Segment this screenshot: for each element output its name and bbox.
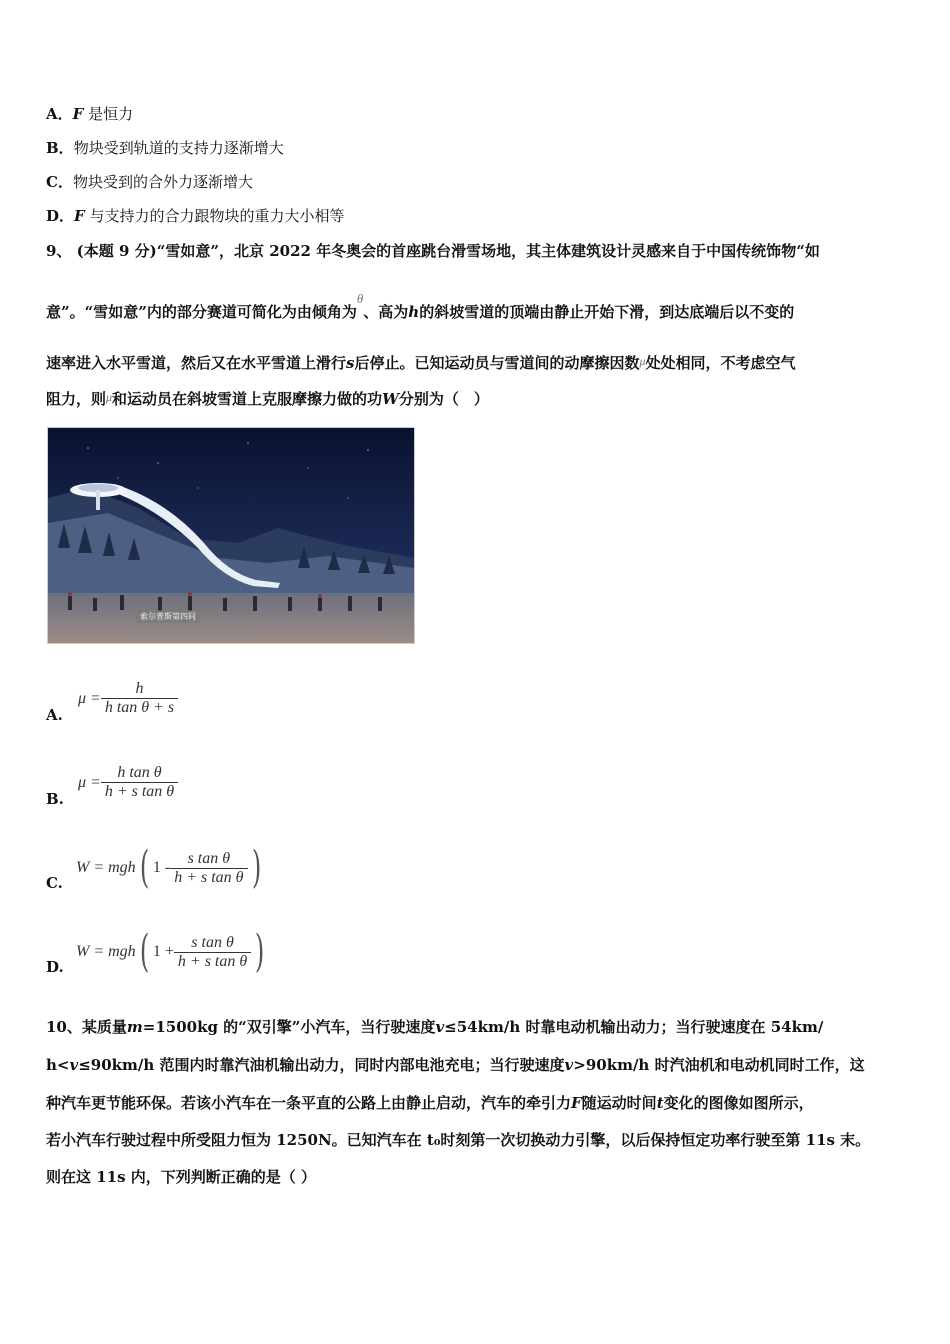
q9-stem-line3: 速率进入水平雪道，然后又在水平雪道上滑行s后停止。已知运动员与雪道间的动摩擦因数$^\mu$处处相同，不考虑空气 bbox=[46, 354, 796, 372]
q9-stem-line2: 意”。“雪如意”内的部分赛道可简化为由倾角为θ、高为h的斜坡雪道的顶端由静止开始下滑，到达底端后以不变的 bbox=[46, 291, 795, 321]
fraction: $\frac{\text{s tan θ}}{\text{h + s tan θ}}$ bbox=[174, 934, 251, 971]
fraction: $\frac{h}{\text{h tan θ + s}}$ bbox=[101, 680, 178, 717]
q8-option-b: B．物块受到轨道的支持力逐渐增大 bbox=[46, 139, 284, 157]
q9-option-a-formula: μ = $\frac{h}{\text{h tan θ + s}}$ bbox=[78, 680, 178, 717]
q10-line5: 则在这 11s 内，下列判断正确的是（ ） bbox=[46, 1168, 316, 1186]
q9-stem-line4: 阻力，则$^\mu$和运动员在斜坡雪道上克服摩擦力做的功W分别为（ ） bbox=[46, 390, 489, 408]
q8-option-d: D．F 与支持力的合力跟物块的重力大小相等 bbox=[46, 207, 345, 225]
q10-line1: 10、某质量m=1500kg 的“双引擎”小汽车，当行驶速度v≤54km/h 时靠电动机输出动力；当行驶速度在 54km/ bbox=[46, 1018, 824, 1036]
ski-jump-photo bbox=[47, 427, 415, 644]
fraction: $\frac{\text{h tan θ}}{\text{h + s tan θ}}$ bbox=[101, 764, 178, 801]
q9-option-b-label: B. bbox=[46, 790, 64, 808]
ski-jump-illustration bbox=[48, 428, 414, 643]
right-paren: ) bbox=[251, 842, 261, 893]
photo-caption: 索尔普斯第四间 bbox=[136, 610, 200, 623]
q9-option-b-formula: μ = $\frac{\text{h tan θ}}{\text{h + s tan θ}}$ bbox=[78, 764, 178, 801]
q9-stem-line1: 9、 (本题 9 分)“雪如意”，北京 2022 年冬奥会的首座跳台滑雪场地，其主体建筑设计灵感来自于中国传统饰物“如 bbox=[46, 242, 820, 260]
right-paren: ) bbox=[255, 926, 265, 977]
q8-option-a: A．F 是恒力 bbox=[46, 105, 134, 123]
q9-option-d-formula: W = mgh ( 1 + $\frac{\text{s tan θ}}{\text{h + s tan θ}}$ ) bbox=[76, 926, 265, 977]
q8-option-c: C．物块受到的合外力逐渐增大 bbox=[46, 173, 253, 191]
fraction: $\frac{\text{s tan θ}}{\text{h + s tan θ}}$ bbox=[170, 850, 247, 887]
left-paren: ( bbox=[139, 926, 149, 977]
left-paren: ( bbox=[139, 842, 149, 893]
q9-option-c-formula: W = mgh ( 1 - $\frac{\text{s tan θ}}{\text{h + s tan θ}}$ ) bbox=[76, 842, 261, 893]
q10-line3: 种汽车更节能环保。若该小汽车在一条平直的公路上由静止启动，汽车的牵引力F随运动时间t变化的图像如图所示， bbox=[46, 1094, 814, 1112]
q9-option-d-label: D. bbox=[46, 958, 64, 976]
q10-line4: 若小汽车行驶过程中所受阻力恒为 1250N。已知汽车在 t₀时刻第一次切换动力引擎，以后保持恒定功率行驶至第 11s 末。 bbox=[46, 1131, 871, 1149]
q9-option-c-label: C. bbox=[46, 874, 63, 892]
q9-option-a-label: A. bbox=[46, 706, 63, 724]
q10-line2: h<v≤90km/h 范围内时靠汽油机输出动力，同时内部电池充电；当行驶速度v>90km/h 时汽油机和电动机同时工作，这 bbox=[46, 1056, 865, 1074]
